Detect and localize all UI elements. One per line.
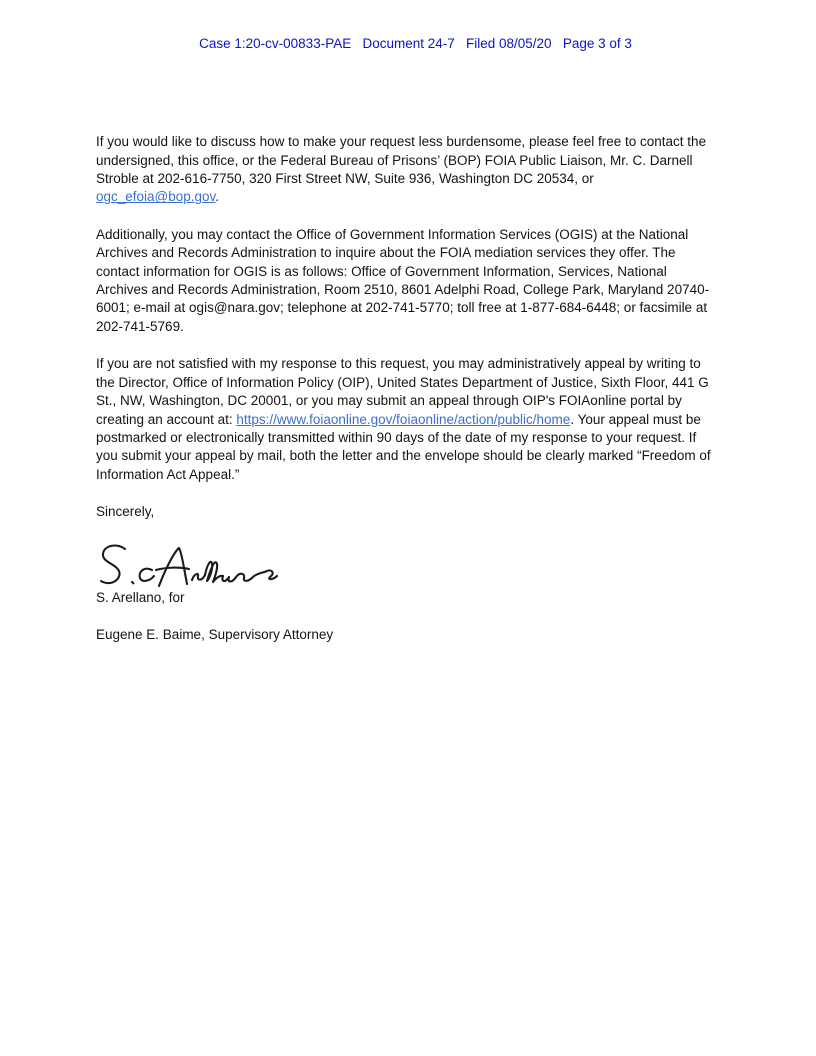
email-link[interactable]: ogc_efoia@bop.gov: [96, 189, 216, 205]
signature: [96, 541, 720, 589]
paragraph-burdensome-text: If you would like to discuss how to make your request less burdensome, please feel free to contact the undersigned, this office, or the Federal Bureau of Prisons’ (BOP) FOIA Public Liaison, Mr. C. Darnell Stroble at 202-616-7750, 320 First Street NW, Suite 936, Washington DC 20534, or: [96, 134, 707, 187]
paragraph-burdensome-period: .: [215, 189, 220, 205]
paragraph-ogis: [96, 226, 720, 336]
handwritten-signature-icon: [96, 541, 278, 589]
salutation-text: Sincerely,: [96, 504, 155, 520]
court-header: [0, 17, 816, 72]
foiaonline-link[interactable]: https://www.foiaonline.gov/foiaonline/action/public/home: [236, 411, 571, 427]
letter-body: [0, 133, 816, 644]
case-header-text: Case 1:20-cv-00833-PAE Document 24-7 Filed 08/05/20 Page 3 of 3: [199, 36, 632, 52]
attorney-name-text: Eugene E. Baime, Supervisory Attorney: [96, 626, 334, 642]
paragraph-appeal-text-after: . Your appeal must be postmarked or electronically transmitted within 90 days of the date of my response to your request. If you submit your appeal by mail, both the letter and the envelope should be clearly marked “Freedom of Information Act Appeal.”: [96, 411, 711, 482]
signer-name-line: [96, 589, 720, 607]
closing-salutation: [96, 503, 720, 521]
paragraph-appeal: [96, 355, 720, 484]
paragraph-burdensome: [96, 133, 720, 207]
paragraph-ogis-text: Additionally, you may contact the Office of Government Information Services (OGIS) at the National Archives and Records Administration to inquire about the FOIA mediation services they offer. The contact information for OGIS is as follows: Office of Government Information, Services, National Archives and Records Administration, Room 2510, 8601 Adelphi Road, College Park, Maryland 20740-6001; e-mail at ogis@nara.gov; telephone at 202-741-5770; toll free at 1-877-684-6448; or facsimile at 202-741-5769.: [96, 226, 710, 334]
paragraph-appeal-text-before: If you are not satisfied with my response to this request, you may administratively appeal by writing to the Director, Office of Information Policy (OIP), United States Department of Justice, Sixth Floor, 441 G St., NW, Washington, DC 20001, or you may submit an appeal through OIP's FOIAonline portal by creating an account at:: [96, 356, 709, 427]
signer-name-text: S. Arellano, for: [96, 589, 185, 605]
attorney-name-line: [96, 626, 720, 644]
